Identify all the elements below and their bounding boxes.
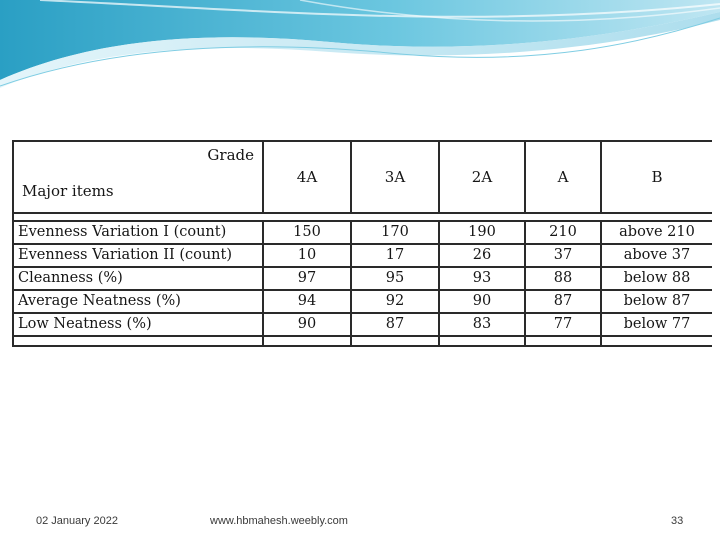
value-cell: 150 [263,221,351,244]
value-cell: 17 [351,244,439,267]
grading-table-image [12,140,712,348]
grade-header-label: Grade [207,146,254,164]
value-cell: 26 [439,244,525,267]
grade-column-header: B [601,141,712,213]
value-cell: 97 [263,267,351,290]
value-cell: 87 [351,313,439,336]
footer-url: www.hbmahesh.weebly.com [210,515,348,527]
value-cell: above 210 [601,221,712,244]
header-swoosh-decoration [0,0,720,90]
table-cropped-row [13,336,712,346]
table-row [13,313,712,336]
value-cell: below 87 [601,290,712,313]
value-cell: 37 [525,244,601,267]
value-cell: 77 [525,313,601,336]
grade-column-header: A [525,141,601,213]
item-name-cell: Cleanness (%) [13,267,263,290]
value-cell: 93 [439,267,525,290]
value-cell: 87 [525,290,601,313]
grade-column-header: 3A [351,141,439,213]
value-cell: above 37 [601,244,712,267]
value-cell: below 88 [601,267,712,290]
table-row [13,290,712,313]
value-cell: below 77 [601,313,712,336]
item-name-cell: Evenness Variation II (count) [13,244,263,267]
value-cell: 88 [525,267,601,290]
item-name-cell: Average Neatness (%) [13,290,263,313]
footer-date: 02 January 2022 [36,515,118,527]
table-row [13,244,712,267]
table-row [13,267,712,290]
major-items-header-label: Major items [22,182,114,200]
table-header-row [13,141,712,213]
item-name-cell: Low Neatness (%) [13,313,263,336]
value-cell: 170 [351,221,439,244]
item-name-cell: Evenness Variation I (count) [13,221,263,244]
value-cell: 90 [263,313,351,336]
value-cell: 210 [525,221,601,244]
value-cell: 94 [263,290,351,313]
value-cell: 10 [263,244,351,267]
value-cell: 190 [439,221,525,244]
value-cell: 83 [439,313,525,336]
table-row [13,221,712,244]
table-gap-row [13,213,712,221]
value-cell: 92 [351,290,439,313]
value-cell: 95 [351,267,439,290]
grade-column-header: 4A [263,141,351,213]
grading-table [12,140,712,347]
grade-column-header: 2A [439,141,525,213]
value-cell: 90 [439,290,525,313]
table-corner-cell [13,141,263,213]
slide-number: 33 [671,515,684,527]
